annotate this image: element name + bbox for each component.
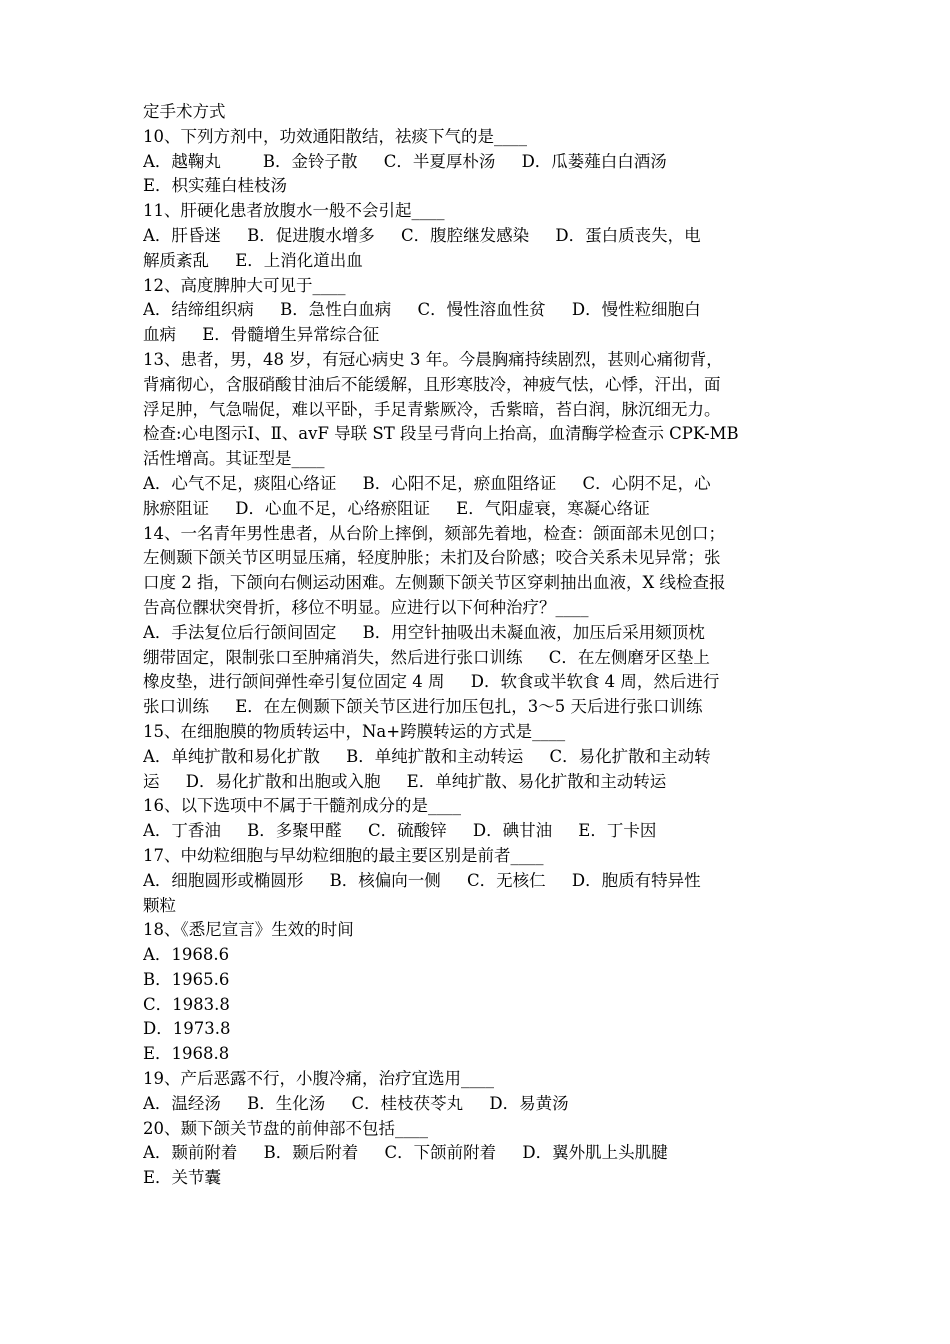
question-13-stem: 检查:心电图示Ⅰ、Ⅱ、avF 导联 ST 段呈弓背向上抬高，血清酶学检查示 CPK-MB bbox=[143, 424, 739, 444]
question-11-options: 解质紊乱 E．上消化道出血 bbox=[143, 250, 363, 270]
question-11-options: A．肝昏迷 B．促进腹水增多 C．腹腔继发感染 D．蛋白质丧失，电 bbox=[143, 225, 701, 245]
question-17-stem: 17、中幼粒细胞与早幼粒细胞的最主要区别是前者____ bbox=[143, 845, 544, 865]
question-13-stem: 活性增高。其证型是____ bbox=[143, 449, 325, 469]
question-17-options: 颗粒 bbox=[143, 895, 176, 915]
question-13-options: 脉瘀阻证 D．心血不足，心络瘀阻证 E．气阳虚衰，寒凝心络证 bbox=[143, 498, 650, 518]
question-14-options: 张口训练 E．在左侧颞下颌关节区进行加压包扎，3～5 天后进行张口训练 bbox=[143, 697, 703, 717]
question-13-options: A．心气不足，痰阻心络证 B．心阳不足，瘀血阻络证 C．心阴不足，心 bbox=[143, 473, 711, 493]
question-13-stem: 背痛彻心，含服硝酸甘油后不能缓解，且形寒肢冷，神疲气怯，心悸，汗出，面 bbox=[143, 374, 721, 394]
question-10-options: E．枳实薤白桂枝汤 bbox=[143, 176, 288, 196]
question-10-options: A．越鞠丸 B．金铃子散 C．半夏厚朴汤 D．瓜蒌薤白白酒汤 bbox=[143, 151, 667, 171]
question-15-options: 运 D．易化扩散和出胞或入胞 E．单纯扩散、易化扩散和主动转运 bbox=[143, 771, 667, 791]
text-line: 定手术方式 bbox=[143, 102, 226, 121]
question-11-stem: 11、肝硬化患者放腹水一般不会引起____ bbox=[143, 201, 445, 221]
question-12-stem: 12、高度脾肿大可见于____ bbox=[143, 275, 346, 295]
question-15-options: A．单纯扩散和易化扩散 B．单纯扩散和主动转运 C．易化扩散和主动转 bbox=[143, 746, 711, 766]
question-12-options: 血病 E．骨髓增生异常综合征 bbox=[143, 325, 380, 345]
question-14-options: 橡皮垫，进行颌间弹性牵引复位固定 4 周 D．软食或半软食 4 周，然后进行 bbox=[143, 672, 720, 692]
question-20-options: E．关节囊 bbox=[143, 1168, 222, 1188]
question-16-stem: 16、以下选项中不属于干髓剂成分的是____ bbox=[143, 796, 461, 816]
question-20-options: A．颞前附着 B．颞后附着 C．下颌前附着 D．翼外肌上头肌腱 bbox=[143, 1143, 668, 1163]
question-14-stem: 左侧颞下颌关节区明显压痛，轻度肿胀；未扪及台阶感；咬合关系未见异常；张 bbox=[143, 548, 721, 568]
question-20-stem: 20、颞下颌关节盘的前伸部不包括____ bbox=[143, 1118, 428, 1138]
question-19-options: A．温经汤 B．生化汤 C．桂枝茯苓丸 D．易黄汤 bbox=[143, 1093, 569, 1113]
document-page bbox=[143, 100, 813, 1191]
question-16-options: A．丁香油 B．多聚甲醛 C．硫酸锌 D．碘甘油 E．丁卡因 bbox=[143, 821, 657, 841]
question-14-options: 绷带固定，限制张口至肿痛消失，然后进行张口训练 C．在左侧磨牙区垫上 bbox=[143, 647, 710, 667]
question-18-option-c: C．1983.8 bbox=[143, 994, 230, 1014]
question-14-options: A．手法复位后行颌间固定 B．用空针抽吸出未凝血液，加压后采用颏顶枕 bbox=[143, 622, 705, 642]
question-10-stem: 10、下列方剂中，功效通阳散结，祛痰下气的是____ bbox=[143, 126, 527, 146]
question-18-option-d: D．1973.8 bbox=[143, 1019, 231, 1039]
question-18-option-a: A．1968.6 bbox=[143, 945, 230, 965]
question-18-option-b: B．1965.6 bbox=[143, 969, 230, 989]
question-14-stem: 口度 2 指，下颌向右侧运动困难。左侧颞下颌关节区穿刺抽出血液，X 线检查报 bbox=[143, 573, 726, 593]
question-19-stem: 19、产后恶露不行，小腹冷痛，治疗宜选用____ bbox=[143, 1069, 494, 1089]
question-15-stem: 15、在细胞膜的物质转运中，Na+跨膜转运的方式是____ bbox=[143, 721, 566, 741]
question-13-stem: 13、患者，男，48 岁，有冠心病史 3 年。今晨胸痛持续剧烈，甚则心痛彻背， bbox=[143, 349, 723, 369]
question-12-options: A．结缔组织病 B．急性白血病 C．慢性溶血性贫 D．慢性粒细胞白 bbox=[143, 300, 701, 320]
question-18-option-e: E．1968.8 bbox=[143, 1044, 230, 1064]
question-14-stem: 告高位髁状突骨折，移位不明显。应进行以下何种治疗？____ bbox=[143, 597, 589, 617]
question-17-options: A．细胞圆形或椭圆形 B．核偏向一侧 C．无核仁 D．胞质有特异性 bbox=[143, 870, 701, 890]
question-18-stem: 18、《悉尼宣言》生效的时间 bbox=[143, 920, 354, 940]
question-13-stem: 浮足肿，气急喘促，难以平卧，手足青紫厥冷，舌紫暗，苔白润，脉沉细无力。 bbox=[143, 399, 721, 419]
question-14-stem: 14、一名青年男性患者，从台阶上摔倒，颏部先着地，检查：颌面部未见创口； bbox=[143, 523, 725, 543]
